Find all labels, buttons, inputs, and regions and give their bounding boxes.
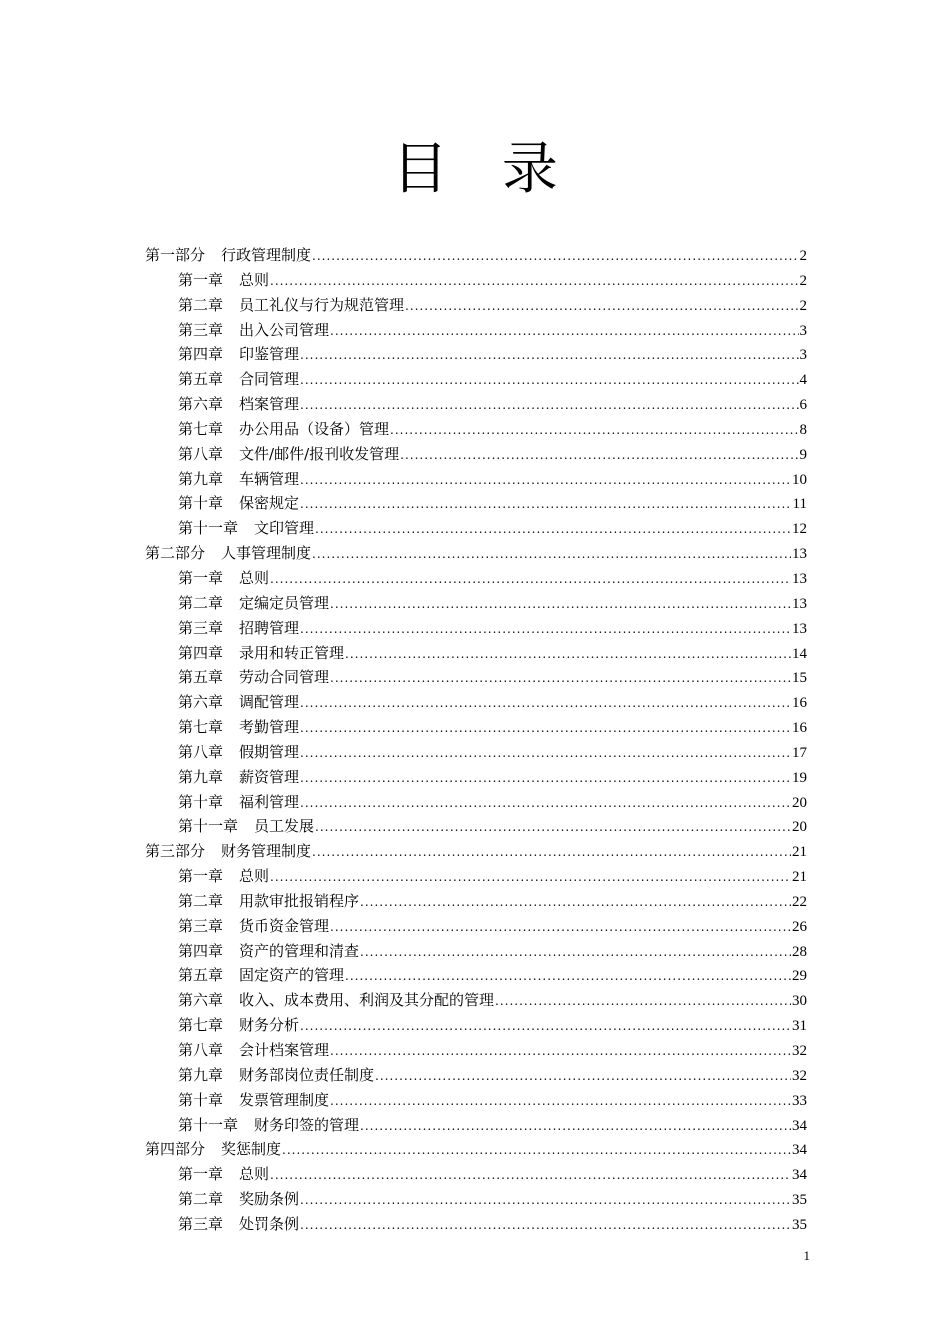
toc-chapter-entry[interactable]: [145, 963, 807, 988]
toc-entry-number: 第八章: [178, 1041, 224, 1059]
toc-chapter-entry[interactable]: [145, 616, 807, 641]
toc-entry-label: [145, 243, 311, 268]
toc-chapter-entry[interactable]: [145, 268, 807, 293]
toc-entry-page: 11: [792, 496, 807, 513]
toc-entry-number: 第一章: [178, 568, 224, 587]
toc-chapter-entry[interactable]: [145, 491, 807, 516]
toc-entry-label: [145, 591, 329, 616]
toc-entry-number: 第十章: [178, 792, 224, 811]
toc-chapter-entry[interactable]: [145, 1162, 807, 1187]
toc-entry-page: 2: [799, 272, 807, 289]
dot-leader: [390, 418, 798, 442]
toc-entry-title: 福利管理: [239, 792, 300, 811]
toc-chapter-entry[interactable]: [145, 641, 807, 666]
toc-entry-number: 第九章: [178, 1065, 224, 1084]
dot-leader: [270, 865, 791, 889]
toc-entry-number: 第四章: [178, 643, 224, 662]
dot-leader: [330, 1089, 791, 1113]
toc-entry-number: 第十一章: [178, 817, 239, 836]
toc-entry-page: 21: [792, 844, 807, 861]
toc-entry-number: 第十章: [178, 494, 224, 513]
toc-entry-page: 14: [792, 645, 807, 662]
toc-chapter-entry[interactable]: [145, 318, 807, 343]
toc-entry-label: [145, 914, 329, 939]
toc-entry-page: 34: [792, 1167, 807, 1184]
dot-leader: [315, 815, 791, 839]
toc-entry-title: 招聘管理: [239, 618, 300, 637]
toc-entry-title: 发票管理制度: [239, 1090, 330, 1109]
toc-chapter-entry[interactable]: [145, 690, 807, 715]
toc-chapter-entry[interactable]: [145, 1212, 807, 1237]
toc-entry-number: 第十章: [178, 1090, 224, 1109]
toc-chapter-entry[interactable]: [145, 1038, 807, 1063]
dot-leader: [300, 766, 791, 790]
toc-entry-number: 第一章: [178, 1165, 224, 1184]
toc-entry-number: 第二部分: [145, 544, 206, 563]
toc-entry-number: 第十一章: [178, 1115, 239, 1134]
toc-entry-label: [145, 616, 299, 641]
toc-entry-label: [145, 566, 269, 591]
dot-leader: [300, 1213, 791, 1237]
dot-leader: [300, 716, 791, 740]
dot-leader: [330, 592, 791, 616]
toc-entry-page: 26: [792, 918, 807, 935]
table-of-contents: [145, 243, 807, 1237]
toc-entry-number: 第十一章: [178, 519, 239, 538]
toc-entry-number: 第二章: [178, 891, 224, 910]
toc-chapter-entry[interactable]: [145, 790, 807, 815]
dot-leader: [312, 542, 791, 566]
toc-entry-number: 第七章: [178, 718, 224, 737]
toc-entry-number: 第四部分: [145, 1140, 206, 1159]
toc-chapter-entry[interactable]: [145, 1187, 807, 1212]
toc-chapter-entry[interactable]: [145, 1088, 807, 1113]
dot-leader: [375, 1064, 791, 1088]
dot-leader: [315, 517, 791, 541]
dot-leader: [300, 393, 798, 417]
dot-leader: [300, 1014, 791, 1038]
toc-entry-title: 用款审批报销程序: [239, 891, 360, 910]
toc-entry-title: 资产的管理和清查: [239, 941, 360, 960]
toc-chapter-entry[interactable]: [145, 591, 807, 616]
dot-leader: [495, 989, 791, 1013]
dot-leader: [312, 840, 791, 864]
toc-entry-label: [145, 889, 359, 914]
dot-leader: [300, 617, 791, 641]
dot-leader: [405, 294, 798, 318]
toc-chapter-entry[interactable]: [145, 939, 807, 964]
toc-entry-page: 20: [792, 794, 807, 811]
toc-entry-label: [145, 1162, 269, 1187]
toc-entry-number: 第八章: [178, 742, 224, 761]
toc-chapter-entry[interactable]: [145, 988, 807, 1013]
toc-entry-page: 15: [792, 670, 807, 687]
toc-chapter-entry[interactable]: [145, 417, 807, 442]
toc-entry-label: [145, 690, 299, 715]
toc-chapter-entry[interactable]: [145, 467, 807, 492]
dot-leader: [300, 791, 791, 815]
toc-chapter-entry[interactable]: [145, 889, 807, 914]
dot-leader: [345, 964, 791, 988]
toc-entry-label: [145, 665, 329, 690]
toc-entry-label: [145, 740, 299, 765]
dot-leader: [300, 468, 791, 492]
dot-leader: [330, 666, 791, 690]
dot-leader: [300, 492, 792, 516]
toc-entry-label: [145, 1187, 299, 1212]
toc-part-entry[interactable]: [145, 1137, 807, 1162]
toc-entry-number: 第三章: [178, 1214, 224, 1233]
toc-entry-label: [145, 467, 299, 492]
toc-chapter-entry[interactable]: [145, 1063, 807, 1088]
toc-entry-page: 16: [792, 695, 807, 712]
dot-leader: [270, 269, 798, 293]
toc-entry-number: 第三部分: [145, 842, 206, 861]
toc-entry-title: 档案管理: [239, 395, 300, 414]
toc-entry-title: 会计档案管理: [239, 1041, 330, 1059]
toc-entry-page: 29: [792, 968, 807, 985]
toc-entry-label: [145, 268, 269, 293]
toc-entry-title: 定编定员管理: [239, 593, 330, 612]
toc-entry-page: 13: [792, 570, 807, 587]
toc-entry-title: 印鉴管理: [239, 345, 300, 364]
toc-entry-title: 录用和转正管理: [239, 643, 345, 662]
toc-entry-page: 34: [792, 1142, 807, 1159]
toc-entry-label: [145, 1063, 374, 1088]
toc-entry-number: 第一部分: [145, 246, 206, 264]
toc-entry-page: 13: [792, 546, 807, 563]
toc-entry-number: 第三章: [178, 618, 224, 637]
toc-entry-page: 2: [799, 297, 807, 314]
toc-entry-number: 第九章: [178, 767, 224, 786]
toc-entry-label: [145, 1038, 329, 1063]
toc-entry-title: 人事管理制度: [221, 544, 312, 563]
toc-entry-number: 第二章: [178, 593, 224, 612]
page-number: 1: [803, 1248, 810, 1263]
toc-entry-number: 第五章: [178, 966, 224, 985]
dot-leader: [360, 1114, 791, 1138]
toc-entry-title: 保密规定: [239, 494, 300, 513]
toc-entry-title: 行政管理制度: [221, 246, 312, 264]
toc-entry-title: 合同管理: [239, 370, 300, 389]
toc-entry-title: 总则: [239, 270, 270, 289]
dot-leader: [300, 343, 798, 367]
dot-leader: [360, 890, 791, 914]
toc-entry-label: [145, 1088, 329, 1113]
toc-entry-title: 办公用品（设备）管理: [239, 419, 390, 438]
toc-chapter-entry[interactable]: [145, 1113, 807, 1138]
toc-chapter-entry[interactable]: [145, 765, 807, 790]
page-title: 目 录: [392, 136, 576, 202]
toc-entry-number: 第一章: [178, 867, 224, 886]
toc-entry-number: 第七章: [178, 419, 224, 438]
toc-entry-title: 奖励条例: [239, 1190, 300, 1209]
toc-entry-number: 第三章: [178, 916, 224, 935]
toc-entry-label: [145, 864, 269, 889]
dot-leader: [330, 319, 798, 343]
toc-entry-title: 货币资金管理: [239, 916, 330, 935]
toc-entry-title: 总则: [239, 867, 270, 886]
toc-entry-page: 16: [792, 720, 807, 737]
toc-entry-page: 17: [792, 744, 807, 761]
toc-entry-page: 13: [792, 620, 807, 637]
toc-chapter-entry[interactable]: [145, 566, 807, 591]
toc-chapter-entry[interactable]: [145, 516, 807, 541]
toc-entry-page: 13: [792, 595, 807, 612]
toc-entry-title: 奖惩制度: [221, 1140, 282, 1159]
toc-chapter-entry[interactable]: [145, 442, 807, 467]
toc-entry-page: 32: [792, 1043, 807, 1059]
toc-entry-title: 收入、成本费用、利润及其分配的管理: [239, 991, 495, 1010]
toc-entry-label: [145, 715, 299, 740]
toc-entry-title: 车辆管理: [239, 469, 300, 488]
toc-entry-title: 员工礼仪与行为规范管理: [239, 295, 405, 314]
toc-entry-title: 出入公司管理: [239, 320, 330, 339]
toc-part-entry[interactable]: [145, 541, 807, 566]
toc-entry-page: 3: [799, 347, 807, 364]
dot-leader: [270, 567, 791, 591]
toc-entry-label: [145, 1212, 299, 1237]
toc-entry-label: [145, 442, 399, 467]
toc-entry-title: 劳动合同管理: [239, 668, 330, 687]
toc-entry-title: 总则: [239, 1165, 270, 1184]
toc-entry-number: 第一章: [178, 270, 224, 289]
toc-entry-title: 员工发展: [254, 817, 315, 836]
toc-entry-label: [145, 417, 389, 442]
toc-entry-label: [145, 516, 314, 541]
toc-entry-label: [145, 790, 299, 815]
toc-entry-page: 32: [792, 1067, 807, 1084]
toc-entry-number: 第三章: [178, 320, 224, 339]
toc-entry-label: [145, 293, 404, 318]
toc-entry-title: 财务管理制度: [221, 842, 312, 861]
toc-part-entry[interactable]: [145, 839, 807, 864]
toc-chapter-entry[interactable]: [145, 740, 807, 765]
toc-entry-label: [145, 641, 344, 666]
toc-entry-number: 第五章: [178, 370, 224, 389]
toc-entry-label: [145, 988, 494, 1013]
toc-entry-number: 第五章: [178, 668, 224, 687]
toc-entry-label: [145, 1113, 359, 1138]
toc-entry-title: 假期管理: [239, 742, 300, 761]
dot-leader: [300, 741, 791, 765]
toc-entry-page: 30: [792, 993, 807, 1010]
toc-entry-page: 35: [792, 1192, 807, 1209]
toc-entry-number: 第四章: [178, 345, 224, 364]
toc-entry-title: 财务印签的管理: [254, 1115, 360, 1134]
toc-chapter-entry[interactable]: [145, 715, 807, 740]
toc-entry-label: [145, 541, 311, 566]
toc-entry-number: 第七章: [178, 1016, 224, 1035]
dot-leader: [300, 368, 798, 392]
toc-entry-page: 12: [792, 521, 807, 538]
toc-entry-page: 21: [792, 869, 807, 886]
toc-entry-page: 8: [799, 421, 807, 438]
toc-entry-page: 19: [792, 769, 807, 786]
toc-entry-page: 34: [792, 1117, 807, 1134]
toc-chapter-entry[interactable]: [145, 864, 807, 889]
toc-chapter-entry[interactable]: [145, 342, 807, 367]
toc-entry-label: [145, 765, 299, 790]
toc-entry-page: 31: [792, 1018, 807, 1035]
toc-entry-label: [145, 491, 299, 516]
toc-entry-page: 6: [799, 397, 807, 414]
toc-chapter-entry[interactable]: [145, 814, 807, 839]
toc-entry-title: 处罚条例: [239, 1214, 300, 1233]
toc-entry-number: 第二章: [178, 1190, 224, 1209]
dot-leader: [360, 940, 791, 964]
toc-entry-page: 35: [792, 1216, 807, 1233]
toc-chapter-entry[interactable]: [145, 392, 807, 417]
toc-entry-label: [145, 367, 299, 392]
toc-part-entry[interactable]: [145, 243, 807, 268]
toc-entry-page: 22: [792, 893, 807, 910]
toc-chapter-entry[interactable]: [145, 293, 807, 318]
toc-entry-label: [145, 939, 359, 964]
toc-entry-label: [145, 814, 314, 839]
toc-entry-number: 第四章: [178, 941, 224, 960]
dot-leader: [400, 443, 798, 467]
toc-chapter-entry[interactable]: [145, 665, 807, 690]
toc-entry-title: 薪资管理: [239, 767, 300, 786]
toc-entry-page: 10: [792, 471, 807, 488]
toc-entry-title: 文印管理: [254, 519, 315, 538]
dot-leader: [330, 915, 791, 939]
toc-entry-label: [145, 342, 299, 367]
dot-leader: [312, 244, 798, 268]
toc-entry-number: 第六章: [178, 693, 224, 712]
toc-entry-page: 2: [799, 248, 807, 264]
toc-entry-title: 财务部岗位责任制度: [239, 1065, 375, 1084]
toc-entry-label: [145, 392, 299, 417]
toc-entry-label: [145, 839, 311, 864]
toc-entry-number: 第六章: [178, 395, 224, 414]
toc-entry-page: 28: [792, 943, 807, 960]
toc-entry-page: 9: [799, 446, 807, 463]
toc-entry-number: 第八章: [178, 444, 224, 463]
dot-leader: [270, 1163, 791, 1187]
toc-entry-title: 调配管理: [239, 693, 300, 712]
dot-leader: [300, 1188, 791, 1212]
toc-entry-page: 33: [792, 1092, 807, 1109]
toc-entry-page: 20: [792, 819, 807, 836]
toc-entry-number: 第二章: [178, 295, 224, 314]
toc-chapter-entry[interactable]: [145, 914, 807, 939]
toc-entry-label: [145, 1137, 281, 1162]
dot-leader: [345, 642, 791, 666]
dot-leader: [330, 1039, 791, 1063]
dot-leader: [282, 1138, 791, 1162]
toc-entry-title: 文件/邮件/报刊收发管理: [239, 444, 400, 463]
toc-entry-number: 第六章: [178, 991, 224, 1010]
toc-entry-page: 3: [799, 322, 807, 339]
toc-entry-title: 总则: [239, 568, 270, 587]
dot-leader: [300, 691, 791, 715]
toc-entry-title: 财务分析: [239, 1016, 300, 1035]
toc-entry-number: 第九章: [178, 469, 224, 488]
toc-entry-title: 固定资产的管理: [239, 966, 345, 985]
toc-entry-label: [145, 963, 344, 988]
toc-entry-title: 考勤管理: [239, 718, 300, 737]
toc-entry-page: 4: [799, 372, 807, 389]
toc-entry-label: [145, 318, 329, 343]
toc-chapter-entry[interactable]: [145, 1013, 807, 1038]
toc-entry-label: [145, 1013, 299, 1038]
toc-chapter-entry[interactable]: [145, 367, 807, 392]
